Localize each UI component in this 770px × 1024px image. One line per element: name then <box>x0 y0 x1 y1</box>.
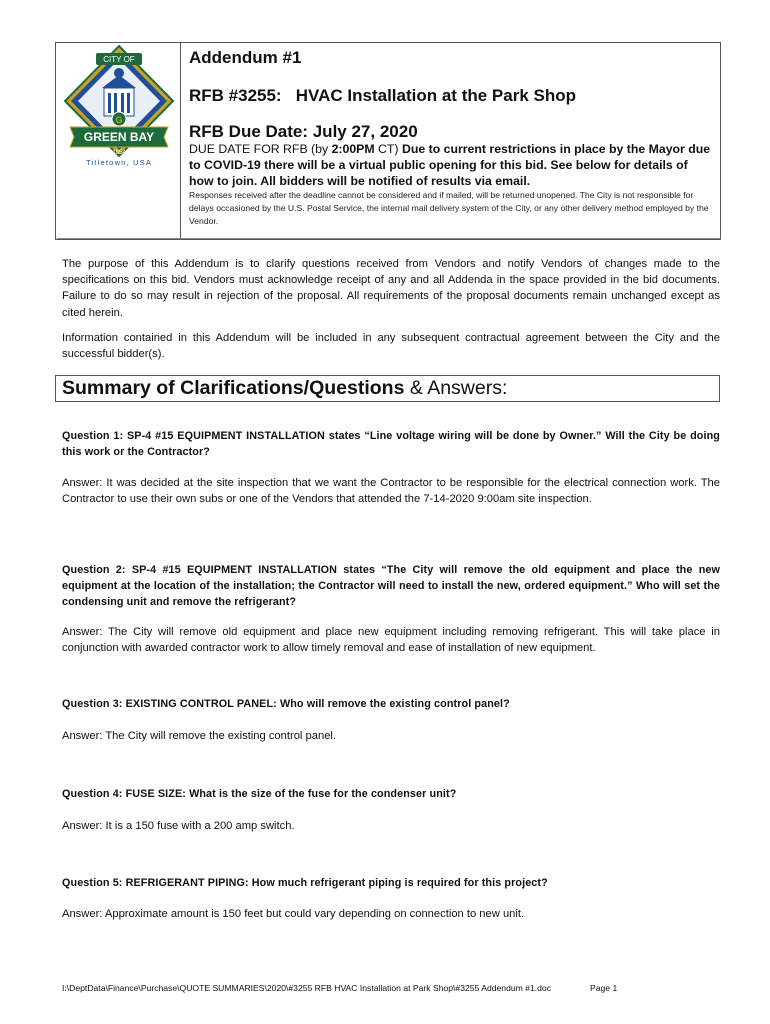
answer-5: Answer: Approximate amount is 150 feet but could vary depending on connection to new unit. <box>62 908 525 920</box>
answer-3: Answer: The City will remove the existing control panel. <box>62 730 337 742</box>
summary-heading <box>62 376 507 400</box>
question-3: Question 3: EXISTING CONTROL PANEL: Who will remove the existing control panel? <box>62 698 510 710</box>
logo-year-text: 1854 <box>112 150 126 156</box>
question-2: Question 2: SP-4 #15 EQUIPMENT INSTALLATION states “The City will remove the old equipment and place the new equipment at the location of the installation; the Contractor will need to install the new, ordered equipment.” Who will set the condensing unit and remove the refrigerant? <box>62 564 720 608</box>
answer-2: Answer: The City will remove old equipment and place new equipment including removing refrigerant. This will take place in conjunction with awarded contractor work to allow timely removal and ease of installation of new equipment. <box>62 626 720 655</box>
purpose-paragraph: The purpose of this Addendum is to clarify questions received from Vendors and notify Vendors of changes made to the specifications on this bid. Vendors must acknowledge receipt of any and all Addenda in the space provided in the bid documents. Failure to do so may result in rejection of the proposal. All requirements of the proposal documents remain unchanged except as cited herein. <box>62 258 720 319</box>
logo-banner-text: GREEN BAY <box>83 130 155 144</box>
logo-top-text: CITY OF <box>103 55 135 64</box>
addendum-title: Addendum #1 <box>189 48 302 67</box>
question-5: Question 5: REFRIGERANT PIPING: How much refrigerant piping is required for this project? <box>62 877 548 889</box>
due-line-time: 2:00PM <box>331 142 375 156</box>
summary-heading-rest: & Answers: <box>404 377 508 399</box>
due-line-covid-notice: Due to current restrictions in place by the Mayor due to COVID-19 there will be a virtual public opening for this bid. See below for details of how to join. All bidders will be notified of results via email. <box>189 142 711 188</box>
footer-page-number: Page 1 <box>590 983 618 993</box>
city-seal-icon <box>60 43 178 168</box>
logo-letter: G <box>115 115 123 125</box>
answer-4: Answer: It is a 150 fuse with a 200 amp switch. <box>62 820 295 832</box>
question-1: Question 1: SP-4 #15 EQUIPMENT INSTALLATION states “Line voltage wiring will be done by Owner.” Will the City be doing this work or the Contractor? <box>62 430 720 458</box>
due-date-title: RFB Due Date: July 27, 2020 <box>189 122 418 141</box>
due-line-tz: CT) <box>374 142 402 156</box>
header-divider <box>180 42 181 240</box>
logo-tagline: Titletown, USA <box>85 158 153 167</box>
rfb-title: RFB #3255: HVAC Installation at the Park Shop <box>189 86 576 105</box>
due-line-prefix: DUE DATE FOR RFB (by <box>189 142 332 156</box>
due-date-statement <box>189 141 714 189</box>
information-paragraph: Information contained in this Addendum will be included in any subsequent contractual agreement between the City and the successful bidder(s). <box>62 332 720 361</box>
late-response-note: Responses received after the deadline cannot be considered and if mailed, will be returned unopened. The City is not responsible for delays occasioned by the U.S. Postal Service, the internal mail delivery system of the City, or any other delivery method employed by the Vendor. <box>189 190 709 226</box>
question-4: Question 4: FUSE SIZE: What is the size of the fuse for the condenser unit? <box>62 788 457 800</box>
footer-file-path: I:\DeptData\Finance\Purchase\QUOTE SUMMARIES\2020\#3255 RFB HVAC Installation at Park Shop\#3255 Addendum #1.doc <box>62 983 551 993</box>
answer-1: Answer: It was decided at the site inspection that we want the Contractor to be responsible for the electrical connection work. The Contractor to use their own subs or one of the Vendors that attended the 7-14-2020 9:00am site inspection. <box>62 477 720 506</box>
summary-heading-bold: Summary of Clarifications/Questions <box>62 377 405 399</box>
header-shadow <box>57 238 721 239</box>
city-seal-logo <box>60 43 178 168</box>
